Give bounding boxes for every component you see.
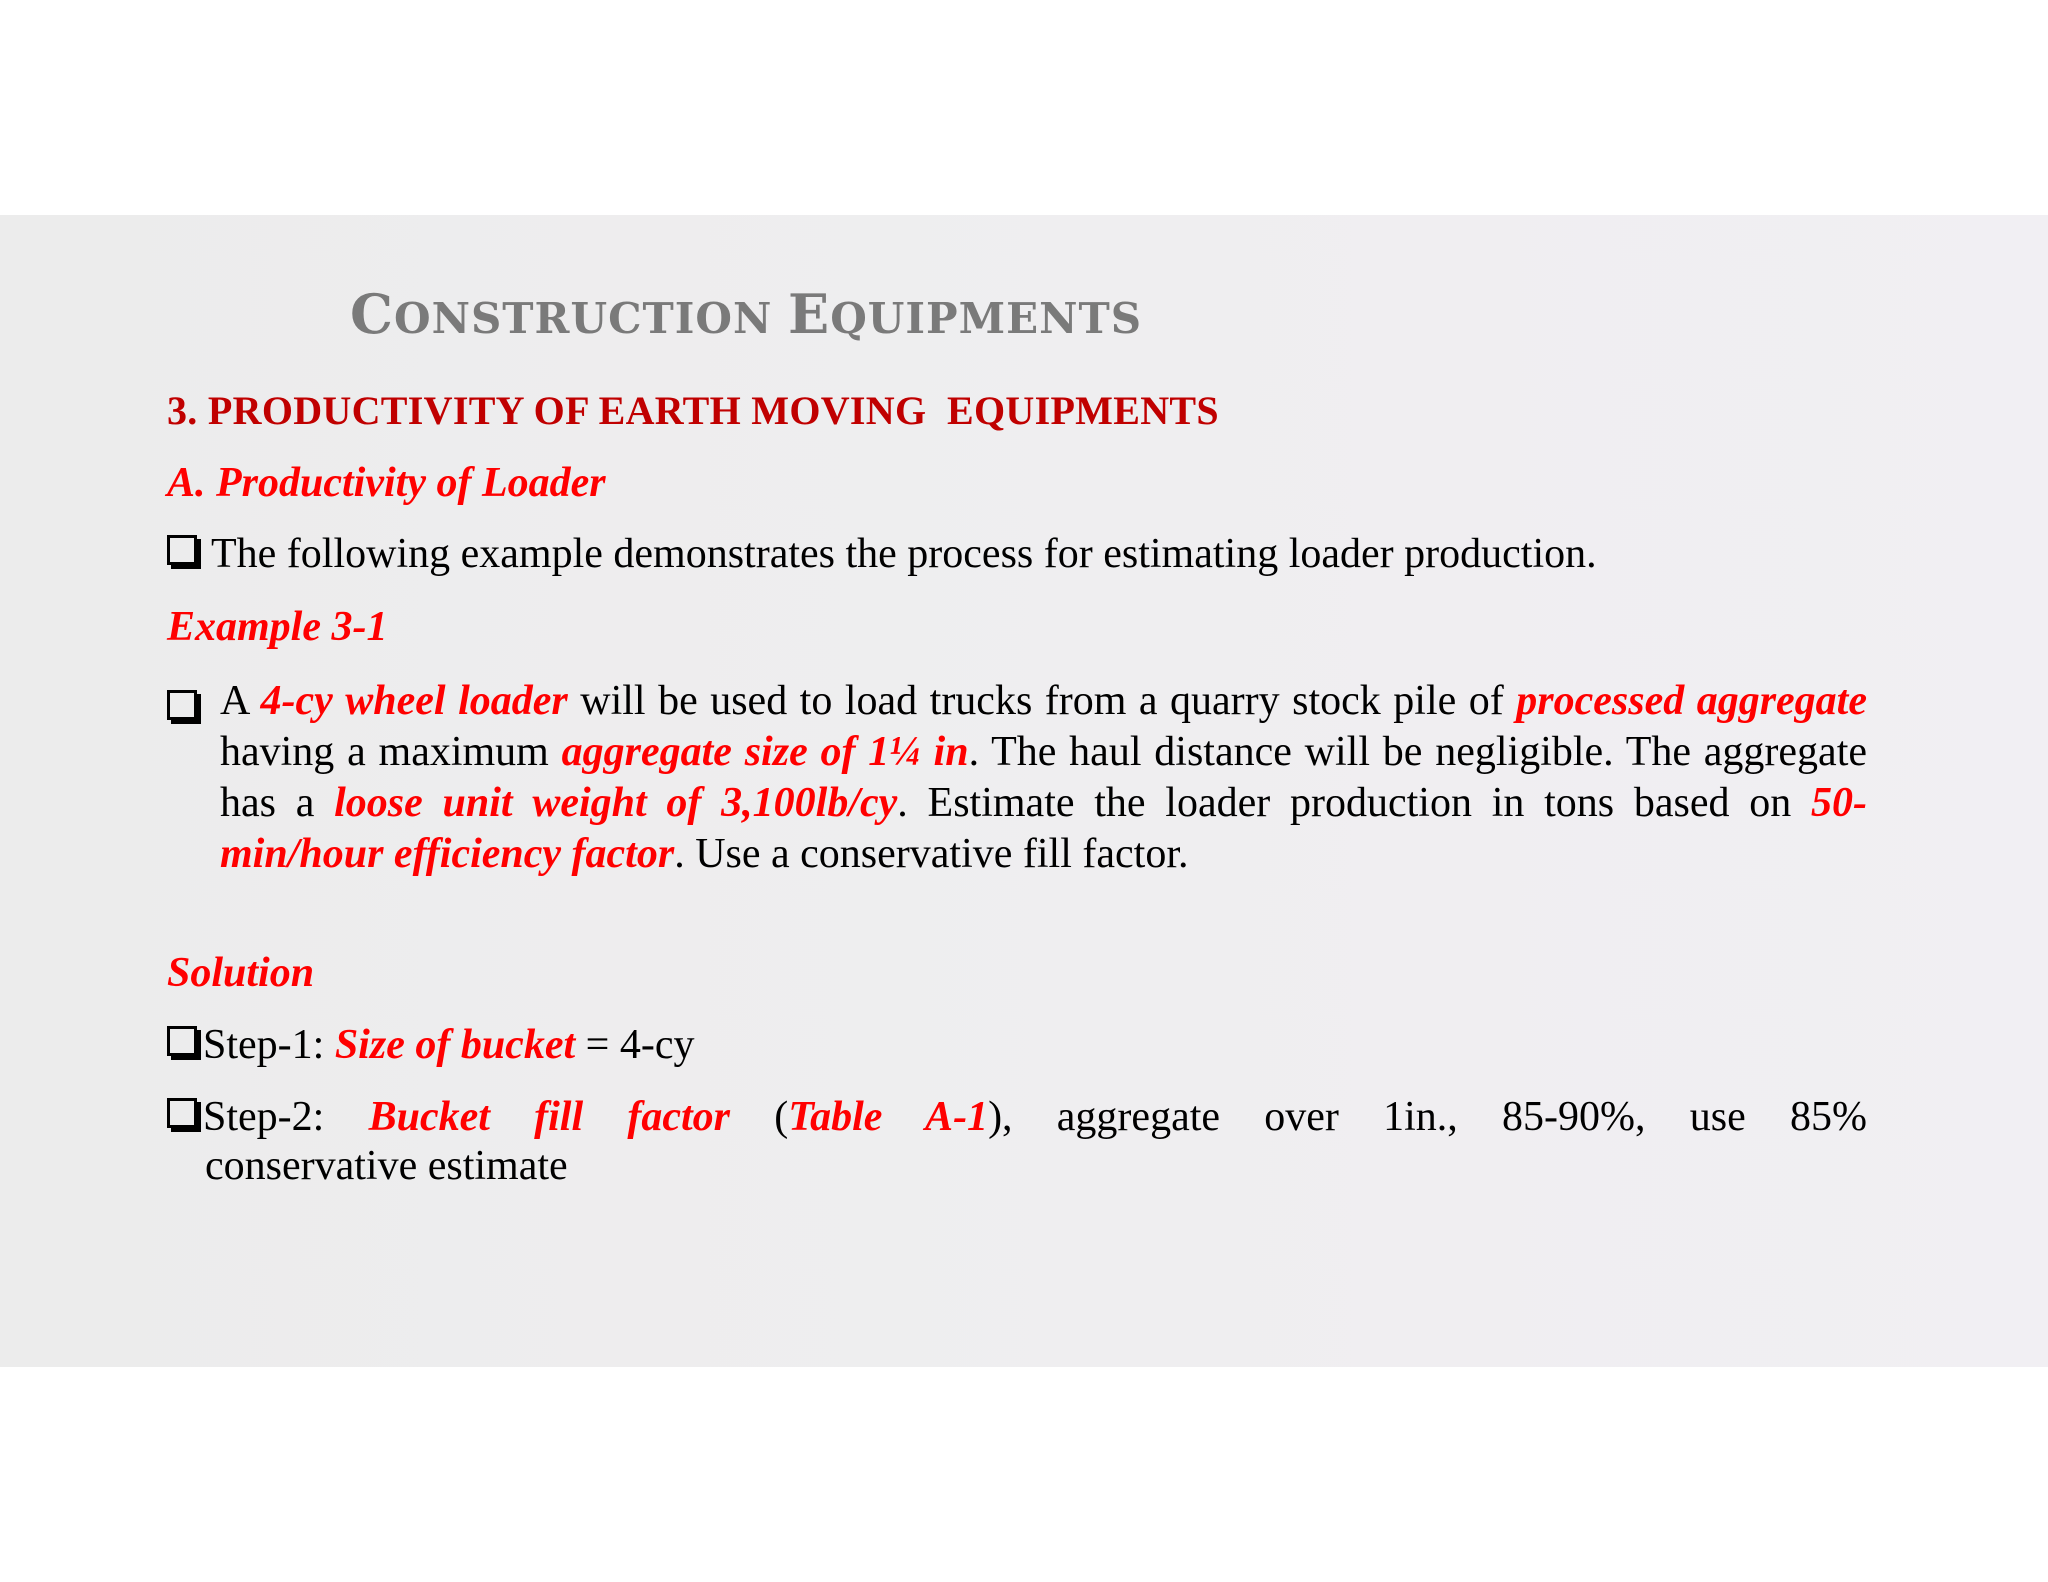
- step-2-highlight-fill: Bucket fill factor: [368, 1094, 731, 1140]
- step-2-mid-2: ), aggregate over 1in., 85-90%, use 85%: [988, 1094, 1867, 1140]
- example-text-1: A: [220, 678, 261, 724]
- checkbox-bullet-icon: [167, 1098, 197, 1128]
- example-text-3: having a maximum: [220, 729, 562, 775]
- example-label: Example 3-1: [167, 604, 388, 650]
- example-highlight-aggregate: processed aggregate: [1516, 678, 1867, 724]
- title-text-1: ONSTRUCTION: [393, 294, 789, 343]
- example-highlight-size: aggregate size of 1¼ in: [561, 729, 969, 775]
- step-1: [167, 1021, 694, 1069]
- example-text-5: . Estimate the loader production in tons based on: [897, 780, 1812, 826]
- intro-bullet: [167, 530, 1597, 578]
- solution-label: Solution: [167, 950, 315, 996]
- example-paragraph: [167, 676, 1867, 880]
- intro-bullet-text: The following example demonstrates the process for estimating loader production.: [211, 531, 1597, 577]
- title-cap-c: C: [350, 282, 394, 346]
- subsection-heading: A. Productivity of Loader: [167, 460, 606, 506]
- example-highlight-weight: loose unit weight of 3,100lb/cy: [334, 780, 898, 826]
- title-text-2: QUIPMENTS: [830, 294, 1143, 343]
- step-2-line-1: [167, 1093, 1867, 1142]
- checkbox-bullet-icon: [167, 535, 197, 565]
- example-highlight-loader: 4-cy wheel loader: [260, 678, 568, 724]
- slide-title: [350, 282, 1142, 346]
- step-1-prefix: Step-1:: [203, 1022, 335, 1068]
- step-2-prefix: Step-2:: [203, 1094, 369, 1140]
- checkbox-bullet-icon: [167, 1026, 197, 1056]
- example-text-2: will be used to load trucks from a quarry stock pile of: [567, 678, 1517, 724]
- example-highlight-efficiency: 50-min/hour efficiency factor: [220, 780, 1868, 877]
- step-2-highlight-table: Table A-1: [788, 1094, 989, 1140]
- step-1-suffix: = 4-cy: [575, 1022, 695, 1068]
- example-text-4: . The haul distance will be negligible. The aggregate has a: [220, 729, 1867, 826]
- step-2: [167, 1093, 1867, 1191]
- section-heading: 3. PRODUCTIVITY OF EARTH MOVING EQUIPMENTS: [167, 388, 1219, 433]
- step-2-mid-1: (: [730, 1094, 789, 1140]
- example-text: [167, 676, 1867, 880]
- title-cap-e: E: [788, 282, 831, 346]
- example-text-6: . Use a conservative fill factor.: [674, 831, 1189, 877]
- step-2-line-2: conservative estimate: [205, 1143, 568, 1189]
- step-1-highlight: Size of bucket: [334, 1022, 576, 1068]
- checkbox-bullet-icon: [167, 690, 197, 720]
